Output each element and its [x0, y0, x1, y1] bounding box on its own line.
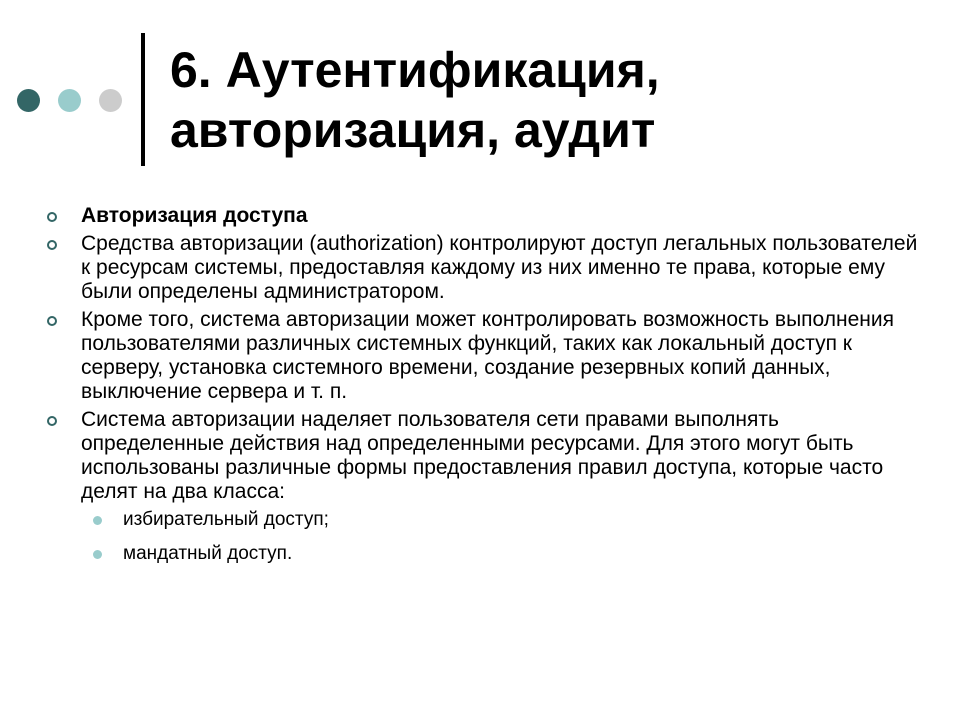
- title-divider: [141, 33, 145, 166]
- bullet-item: [44, 232, 924, 304]
- sub-bullet-text: мандатный доступ.: [123, 543, 293, 564]
- gray-dot-icon: [99, 89, 122, 112]
- light-teal-dot-icon: [58, 89, 81, 112]
- ring-bullet-icon: [47, 316, 57, 326]
- sub-bullet-item: [81, 508, 924, 532]
- ring-bullet-icon: [47, 212, 57, 222]
- dark-teal-dot-icon: [17, 89, 40, 112]
- filled-dot-bullet-icon: [93, 516, 102, 525]
- bullet-text: Система авторизации наделяет пользователя сети правами выполнять определенные действия над определенными ресурсами. Для этого могут быть использованы различные формы предоставления правил доступа, которые часто делят на два класса:: [81, 408, 884, 503]
- slide-title: [170, 40, 930, 160]
- bullet-list: [44, 204, 924, 576]
- slide-title-line-1: 6. Аутентификация,: [170, 42, 660, 98]
- sub-bullet-item: [81, 542, 924, 566]
- ring-bullet-icon: [47, 240, 57, 250]
- bullet-item: [44, 308, 924, 404]
- decorative-dots: [17, 89, 122, 112]
- bullet-text: Кроме того, система авторизации может контролировать возможность выполнения пользователями различных системных функций, таких как локальный доступ к серверу, установка системного времени, создание резервных копий данных, выключение сервера и т. п.: [81, 308, 894, 403]
- bullet-item: [44, 204, 924, 228]
- bullet-text: Авторизация доступа: [81, 204, 308, 227]
- bullet-text: Средства авторизации (authorization) контролируют доступ легальных пользователей к ресурсам системы, предоставляя каждому из них именно те права, которые ему были определены администратором.: [81, 232, 918, 303]
- slide-title-line-2: авторизация, аудит: [170, 102, 656, 158]
- sub-bullet-list: [81, 508, 924, 566]
- ring-bullet-icon: [47, 416, 57, 426]
- sub-bullet-text: избирательный доступ;: [123, 509, 329, 530]
- bullet-item: [44, 408, 924, 566]
- filled-dot-bullet-icon: [93, 550, 102, 559]
